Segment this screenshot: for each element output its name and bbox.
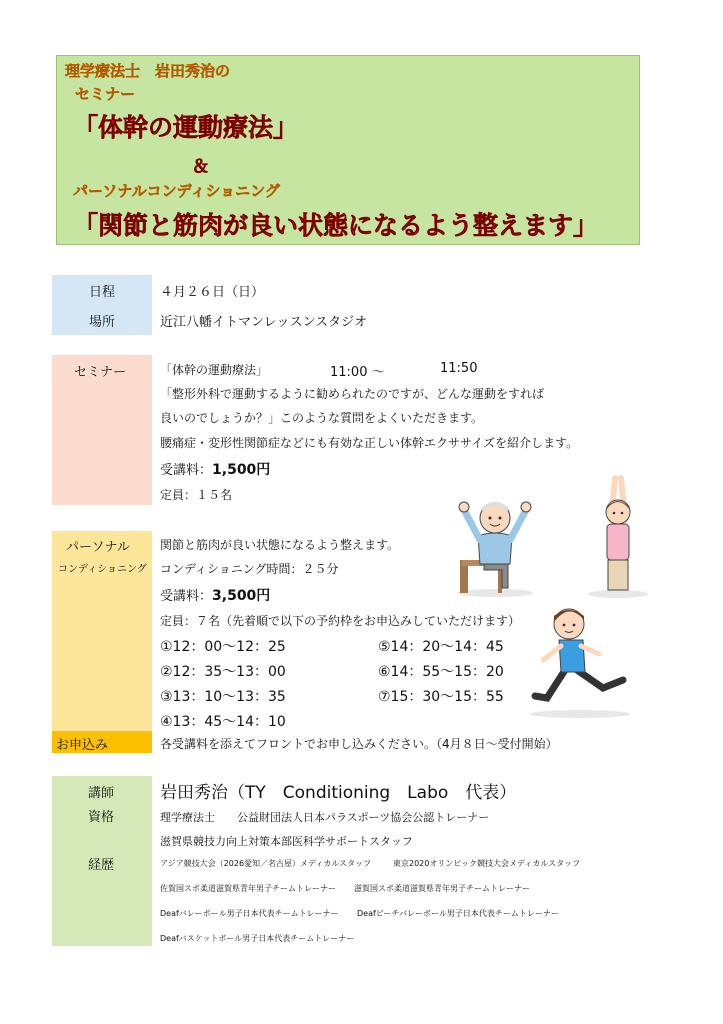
place-value: 近江八幡イトマンレッスンスタジオ: [160, 315, 368, 330]
career-1: アジア競技大会（2026愛知／名古屋）メディカルスタッフ: [160, 859, 372, 868]
date-value: ４月２６日（日）: [160, 285, 265, 300]
instructor-qual-label: 資格: [88, 810, 115, 825]
header-line-1: 理学療法士 岩田秀治の: [65, 62, 231, 80]
woman-stretch-illustration: [583, 470, 653, 600]
apply-label: お申込み: [56, 738, 109, 753]
place-label: 場所: [89, 315, 116, 330]
slot-4: ④13：45～14：10: [160, 714, 286, 730]
instructor-qual-2: 滋賀県競技力向上対策本部医科学サポートスタッフ: [160, 835, 413, 848]
header-line-2: セミナー: [75, 85, 136, 103]
date-label: 日程: [89, 285, 116, 300]
seminar-fee-label: 受講料：: [160, 463, 213, 478]
personal-label-block: [52, 531, 152, 731]
personal-duration: コンディショニング時間：２５分: [160, 562, 339, 576]
elderly-exercise-illustration: [450, 490, 540, 600]
personal-fee-label: 受講料：: [160, 589, 213, 604]
header-line-3: 「体幹の運動療法」: [73, 113, 299, 142]
header-line-5: パーソナルコンディショニング: [73, 182, 280, 200]
personal-label-2: コンディショニング: [58, 564, 147, 575]
personal-fee: [160, 585, 270, 605]
career-3: 佐賀国スポ柔道滋賀県青年男子チームトレーナー: [160, 884, 336, 893]
header-line-6: 「関節と筋肉が良い状態になるよう整えます」: [73, 211, 599, 240]
personal-capacity: 定員：７名（先着順で以下の予約枠をお申込みしていただけます）: [160, 614, 521, 628]
instructor-name: 岩田秀治（TY Conditioning Labo 代表）: [160, 783, 517, 803]
seminar-fee: [160, 459, 270, 479]
slot-5: ⑤14：20～14：45: [378, 639, 504, 655]
career-5: Deafバレーボール男子日本代表チームトレーナー: [160, 909, 339, 918]
slot-3: ③13：10～13：35: [160, 689, 286, 705]
personal-desc: 関節と筋肉が良い状態になるよう整えます。: [160, 538, 400, 552]
career-7: Deafバスケットボール男子日本代表チームトレーナー: [160, 934, 355, 943]
seminar-time-end: 11:50: [440, 361, 478, 376]
seminar-desc-3: 腰痛症・変形性関節症などにも有効な正しい体幹エクササイズを紹介します。: [160, 436, 579, 450]
slot-2: ②12：35～13：00: [160, 664, 286, 680]
seminar-label-block: [52, 355, 152, 505]
career-4: 滋賀国スポ柔道滋賀県青年男子チームトレーナー: [354, 884, 530, 893]
personal-label-1: パーソナル: [66, 540, 130, 555]
seminar-capacity: 定員：１５名: [160, 488, 233, 502]
seminar-desc-1: 「整形外科で運動するように勧められたのですが、どんな運動をすれば: [160, 387, 545, 401]
career-2: 東京2020オリンピック競技大会メディカルスタッフ: [393, 859, 581, 868]
slot-1: ①12：00～12：25: [160, 639, 286, 655]
header-line-4: ＆: [192, 157, 209, 177]
seminar-label: セミナー: [74, 365, 127, 380]
boy-running-illustration: [525, 600, 635, 720]
title-banner: [56, 55, 640, 245]
career-6: Deafビーチバレーボール男子日本代表チームトレーナー: [357, 909, 559, 918]
apply-text: 各受講料を添えてフロントでお申し込みください。（4月８日～受付開始）: [160, 737, 558, 751]
instructor-name-label: 講師: [88, 786, 115, 801]
apply-label-block: [52, 731, 152, 753]
seminar-desc-2: 良いのでしょうか？」このような質問をよくいただきます。: [160, 411, 484, 425]
slot-6: ⑥14：55～15：20: [378, 664, 504, 680]
seminar-title: 「体幹の運動療法」: [160, 363, 269, 377]
seminar-fee-value: 1,500円: [212, 462, 271, 478]
instructor-career-label: 経歴: [88, 858, 115, 873]
instructor-qual-1: 理学療法士 公益財団法人日本パラスポーツ協会公認トレーナー: [160, 811, 490, 824]
seminar-time-start: 11:00 ～: [330, 365, 385, 380]
instructor-label-block: [52, 776, 152, 946]
slot-7: ⑦15：30～15：55: [378, 689, 504, 705]
schedule-label-block: [52, 275, 152, 335]
personal-fee-value: 3,500円: [212, 588, 271, 604]
